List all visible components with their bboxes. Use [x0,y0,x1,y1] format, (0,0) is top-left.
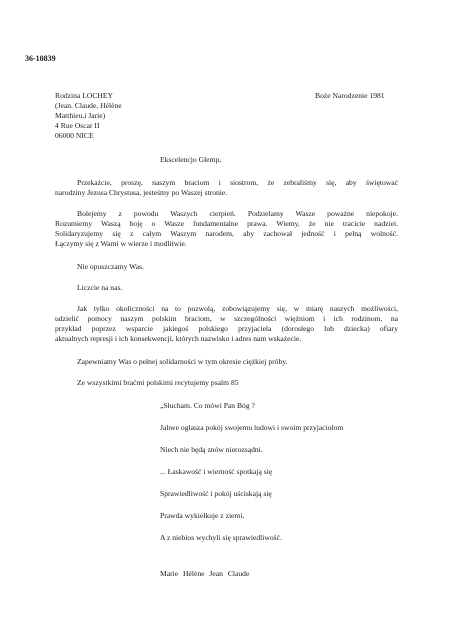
psalm-line: A z niebios wychyli się sprawiedliwość. [160,533,282,542]
sender-line: 06000 NICE [55,131,94,140]
sender-line: Matthieu,i Jarie) [55,111,106,120]
paragraph-5 [55,304,398,344]
paragraph-7: Ze wszystkimi braćmi polskimi recytujemy psalm 85 [77,378,239,387]
paragraph-line: Solidaryzujemy się z całym Waszym narodem, aby zachował jedność i pełną wolność. [55,229,398,238]
paragraph-line: aktualnych represji i ich konsekwencji, których nazwisko i adres nam wskażecie. [55,334,302,343]
psalm-line: „Słucham. Co mówi Pan Bóg ? [160,401,255,410]
paragraph-1 [55,178,398,198]
psalm-line: Sprawiedliwość i pokój uściskają się [160,489,272,498]
paragraph-line: przykład poprzez wsparcie jakiegoś polskiego przyjaciela (dorosłego lub dziecka) ofiary [55,324,398,333]
paragraph-line: Przekażcie, proszę, naszym braciom i siostrom, że zebraliśmy się, aby świętować [77,178,398,187]
sender-line: (Jean. Claude, Hélène [55,101,122,110]
sender-address-block [55,91,122,141]
paragraph-line: udzielić pomocy naszym polskim braciom, w szczególności więźniom i ich rodzinom, na [55,314,398,323]
letter-greeting: Ekscelencjo Glemp, [160,155,222,164]
paragraph-line: narodziny Jezusa Chrystusa, jesteśmy po Waszej stronie. [55,188,228,197]
sender-line: Rodzina LOCHEY [55,91,113,100]
letter-date: Boże Narodzenie 1981 [315,91,385,100]
psalm-line: Niech nie będą znów nierozsądni. [160,445,263,454]
paragraph-4: Liczcie na nas. [77,283,123,292]
paragraph-6: Zapewniamy Was o pełnej solidarności w tym okresie ciężkiej próby. [77,357,288,366]
psalm-line: ... Łaskawość i wierność spotkają się [160,467,273,476]
signature: Marie Hélène Jean Claude [160,569,250,578]
paragraph-3: Nie opuszczamy Was. [77,262,144,271]
paragraph-line: Rozumiemy Waszą boję o Wasze fundamentalne prawa. Wiemy, że nie tracicie nadziei. [55,219,398,228]
psalm-line: Jahwe ogłasza pokój swojemu ludowi i swoim przyjaciołom [160,423,344,432]
paragraph-2 [55,209,398,249]
document-reference-number: 36-10839 [25,54,56,63]
paragraph-line: Bolejemy z powodu Waszych cierpień. Podzielamy Wasze poważne niepokoje. [77,209,398,218]
sender-line: 4 Rue Oscar II [55,121,100,130]
paragraph-line: Jak tylko okoliczności na to pozwolą, zobowiązujemy się, w miarę naszych możliwości, [77,304,398,313]
paragraph-line: Łączymy się z Wami w wierze i modlitwie. [55,239,187,248]
psalm-line: Prawda wykiełkuje z ziemi, [160,511,245,520]
